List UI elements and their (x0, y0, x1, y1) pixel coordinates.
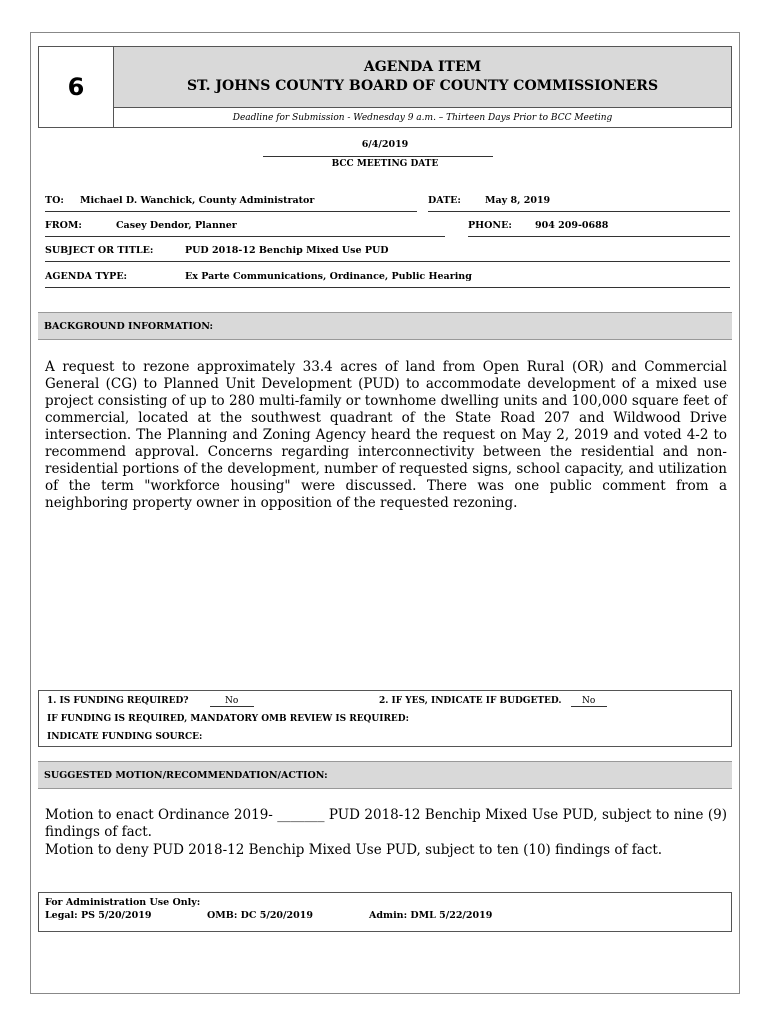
omb-review: OMB: DC 5/20/2019 (207, 910, 313, 921)
legal-review: Legal: PS 5/20/2019 (45, 910, 152, 921)
to-value: Michael D. Wanchick, County Administrator (80, 195, 315, 206)
subject-rule (45, 261, 730, 262)
omb-review-note: IF FUNDING IS REQUIRED, MANDATORY OMB REVIEW IS REQUIRED: (47, 714, 409, 724)
background-heading: BACKGROUND INFORMATION: (38, 312, 732, 340)
admin-review: Admin: DML 5/22/2019 (369, 910, 493, 921)
phone-label: PHONE: (468, 220, 512, 231)
meeting-date-label: BCC MEETING DATE (331, 159, 439, 169)
agenda-type-value: Ex Parte Communications, Ordinance, Public Hearing (185, 271, 472, 282)
from-rule (45, 236, 445, 237)
title-board: ST. JOHNS COUNTY BOARD OF COUNTY COMMISSIONERS (186, 78, 659, 94)
funding-source-label: INDICATE FUNDING SOURCE: (47, 732, 203, 742)
funding-required-label: 1. IS FUNDING REQUIRED? (47, 696, 189, 706)
agenda-type-label: AGENDA TYPE: (45, 271, 128, 282)
date-rule (428, 211, 730, 212)
to-rule (45, 211, 417, 212)
deadline-note: Deadline for Submission - Wednesday 9 a.m. – Thirteen Days Prior to BCC Meeting (232, 112, 613, 123)
admin-box (38, 892, 732, 932)
subject-label: SUBJECT OR TITLE: (45, 245, 154, 256)
motion-enact: Motion to enact Ordinance 2019- _______ PUD 2018-12 Benchip Mixed Use PUD, subject to nine (9) findings of fact. (45, 807, 727, 840)
agenda-type-rule (45, 287, 730, 288)
admin-use-label: For Administration Use Only: (45, 897, 201, 908)
title-agenda-item: AGENDA ITEM (363, 59, 482, 75)
motion-deny: Motion to deny PUD 2018-12 Benchip Mixed Use PUD, subject to ten (10) findings of fact. (45, 842, 663, 858)
from-label: FROM: (45, 220, 82, 231)
date-label: DATE: (428, 195, 461, 206)
subject-value: PUD 2018-12 Benchip Mixed Use PUD (185, 245, 389, 256)
date-value: May 8, 2019 (485, 195, 551, 206)
meeting-date: 6/4/2019 (361, 139, 409, 150)
funding-required-question (47, 696, 254, 707)
meeting-date-rule (263, 156, 493, 157)
funding-box (38, 690, 732, 747)
background-text: A request to rezone approximately 33.4 acres of land from Open Rural (OR) and Commercial General (CG) to Planned Unit Development (PUD) to accommodate development of a mixed use project consisting of up to 280 multi-family or townhome dwelling units and 100,000 square feet of commercial, located at the southwest quadrant of the State Road 207 and Wildwood Drive intersection. The Planning and Zoning Agency heard the request on May 2, 2019 and voted 4-2 to recommend approval. Concerns regarding interconnectivity between the residential and non-residential portions of the development, number of requested signs, school capacity, and utilization of the term "workforce housing" were discussed. There was one public comment from a neighboring property owner in opposition of the requested rezoning. (45, 359, 727, 511)
item-number: 6 (39, 47, 114, 127)
agenda-header (38, 46, 732, 128)
budgeted-value: No (571, 696, 607, 707)
budgeted-question (379, 696, 607, 707)
phone-value: 904 209-0688 (535, 220, 609, 231)
header-titles (114, 47, 731, 108)
phone-rule (468, 236, 730, 237)
funding-required-value: No (210, 696, 254, 707)
budgeted-label: 2. IF YES, INDICATE IF BUDGETED. (379, 696, 562, 706)
to-label: TO: (45, 195, 64, 206)
from-value: Casey Dendor, Planner (116, 220, 237, 231)
motion-heading: SUGGESTED MOTION/RECOMMENDATION/ACTION: (38, 761, 732, 789)
